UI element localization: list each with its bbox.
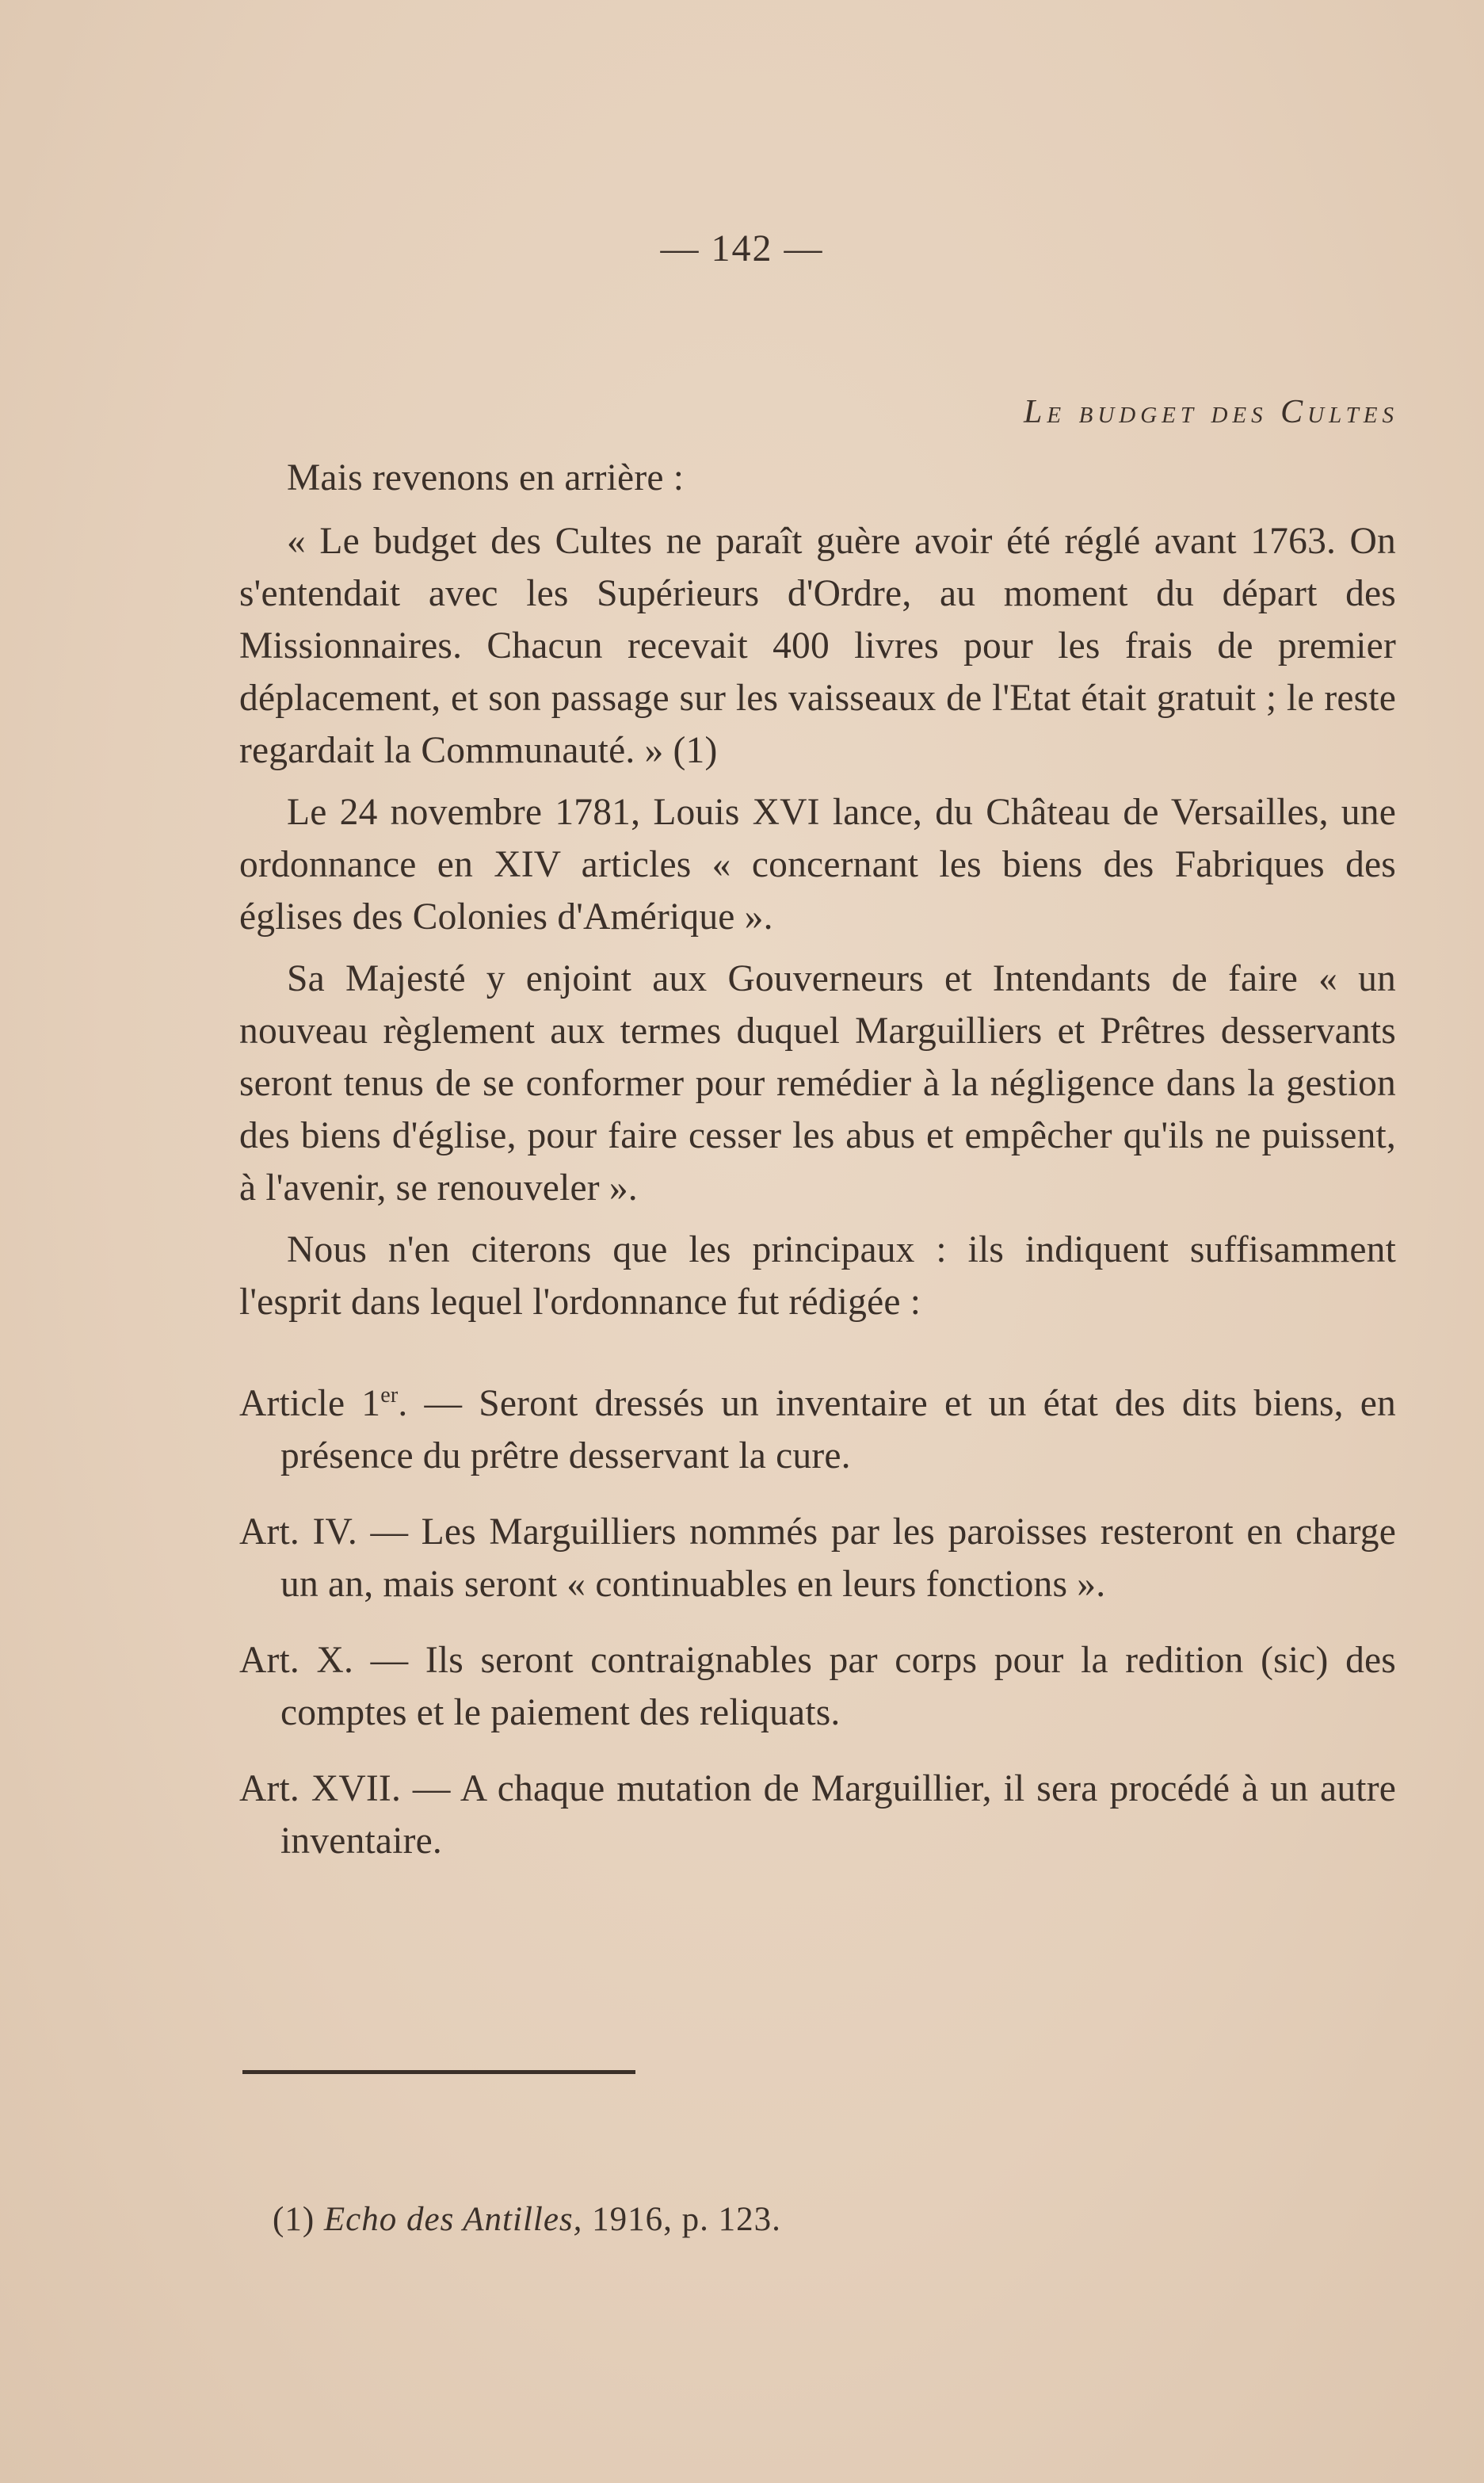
article-item (239, 1763, 1396, 1867)
page-number: — 142 — (660, 227, 824, 269)
article-text: . — A chaque mutation de Marguillier, il sera procédé à un autre inventaire. (280, 1767, 1396, 1862)
article-text: . — Les Marguilliers nommés par les paroisses resteront en charge un an, mais seront « continuables en leurs fonctions ». (280, 1511, 1396, 1605)
running-header: Le budget des Cultes (1024, 394, 1398, 430)
footnote-source: Echo des Antilles, (323, 2201, 583, 2238)
article-item (239, 1634, 1396, 1739)
article-prefix: Article 1 (239, 1382, 381, 1424)
footnote-rest: 1916, p. 123. (592, 2201, 781, 2238)
body-text (239, 452, 1396, 1891)
paragraph: Nous n'en citerons que les principaux : ils indiquent suffisamment l'esprit dans lequel l'ordonnance fut rédigée : (239, 1229, 1396, 1323)
article-text: . — Seront dressés un inventaire et un état des dits biens, en présence du prêtre desservant la cure. (280, 1382, 1396, 1476)
paragraph: Sa Majesté y enjoint aux Gouverneurs et Intendants de faire « un nouveau règlement aux termes duquel Marguilliers et Prêtres desservants seront tenus de se conformer pour remédier à la négligence dans la gestion des biens d'église, pour faire cesser les abus et empêcher qu'ils ne puissent, à l'avenir, se renouveler ». (239, 958, 1396, 1209)
footnote (273, 2200, 781, 2239)
paragraph: Mais revenons en arrière : (287, 457, 685, 499)
article-item (239, 1506, 1396, 1610)
paragraph: Le 24 novembre 1781, Louis XVI lance, du Château de Versailles, une ordonnance en XIV articles « concernant les biens des Fabriques des églises des Colonies d'Amérique ». (239, 792, 1396, 938)
article-list (239, 1369, 1396, 1867)
article-sup: er (380, 1383, 399, 1408)
paragraph: « Le budget des Cultes ne paraît guère avoir été réglé avant 1763. On s'entendait avec les Supérieurs d'Ordre, au moment du départ des Missionnaires. Chacun recevait 400 livres pour les frais de premier déplacement, et son passage sur les vaisseaux de l'Etat était gratuit ; le reste regardait la Communauté. » (1) (239, 521, 1396, 771)
article-prefix: Art. XVII (239, 1767, 391, 1809)
footnote-rule (242, 2070, 635, 2074)
article-prefix: Art. IV (239, 1511, 348, 1553)
article-item (239, 1369, 1396, 1482)
article-prefix: Art. X (239, 1639, 345, 1681)
article-text: . — Ils seront contraignables par corps pour la redition (sic) des comptes et le paiement des reliquats. (280, 1639, 1396, 1733)
footnote-marker: (1) (273, 2201, 315, 2238)
